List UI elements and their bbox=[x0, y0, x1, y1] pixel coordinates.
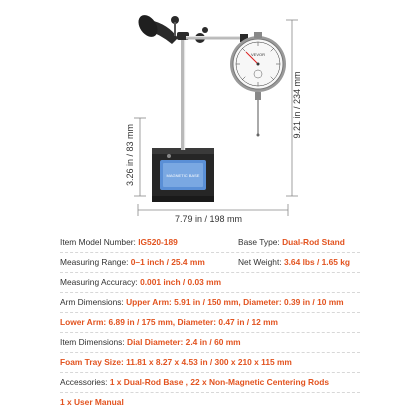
row-divider bbox=[60, 332, 360, 333]
dial-brand: VEVOR bbox=[250, 52, 266, 57]
svg-text:MAGNETIC BASE: MAGNETIC BASE bbox=[166, 173, 200, 178]
width-dimension-label: 7.79 in / 198 mm bbox=[175, 214, 243, 224]
row-divider bbox=[60, 352, 360, 353]
spec-table: Item Model Number: IG520-189 Base Type: Dual-Rod Stand Measuring Range: 0–1 inch / 25.4 mm Net Weight: 3.64 lbs / 1.65 kg Measuring Accuracy: 0.001 inch / 0.03 mm Arm Dimensions: Upper Arm: 5.91 in / 150 mm, Diameter: 0.39 in / 10 mm Lower Arm: 6.89 in / 175 mm, Diameter: 0.47 in / 12 mm Item Dimensions: Dial Diameter: 2.4 in / 60 mm Foam Tray Size: 11.81 x 8.27 x 4.53 in / 300 x 210 x 115 mm Accessories: 1 x Dual-Rod Base , 22 x Non-Magnetic Centering Rods 1 x User Manual bbox=[0, 230, 416, 416]
spec-row-foam: Foam Tray Size: 11.81 x 8.27 x 4.53 in / 300 x 210 x 115 mm bbox=[60, 357, 292, 367]
row-divider bbox=[60, 292, 360, 293]
spec-row-lower-arm: Lower Arm: 6.89 in / 175 mm, Diameter: 0.47 in / 12 mm bbox=[60, 317, 278, 327]
dial-plunger bbox=[257, 100, 259, 134]
magnetic-base bbox=[152, 148, 214, 202]
row-divider bbox=[60, 312, 360, 313]
dial-indicator bbox=[230, 32, 286, 137]
spec-row-arm: Arm Dimensions: Upper Arm: 5.91 in / 150 mm, Diameter: 0.39 in / 10 mm bbox=[60, 297, 344, 307]
spec-row-manual: 1 x User Manual bbox=[60, 397, 124, 407]
height-dimension-label: 9.21 in / 234 mm bbox=[292, 71, 302, 139]
row-divider bbox=[60, 372, 360, 373]
spec-row-item-dims: Item Dimensions: Dial Diameter: 2.4 in / 60 mm bbox=[60, 337, 241, 347]
row-divider bbox=[60, 272, 360, 273]
row-divider bbox=[60, 392, 360, 393]
spec-row-accessories: Accessories: 1 x Dual-Rod Base , 22 x Non-Magnetic Centering Rods bbox=[60, 377, 329, 387]
spec-row-accuracy: Measuring Accuracy: 0.001 inch / 0.03 mm bbox=[60, 277, 222, 287]
row-divider bbox=[60, 252, 360, 253]
base-height-dimension-label: 3.26 in / 83 mm bbox=[125, 123, 135, 187]
